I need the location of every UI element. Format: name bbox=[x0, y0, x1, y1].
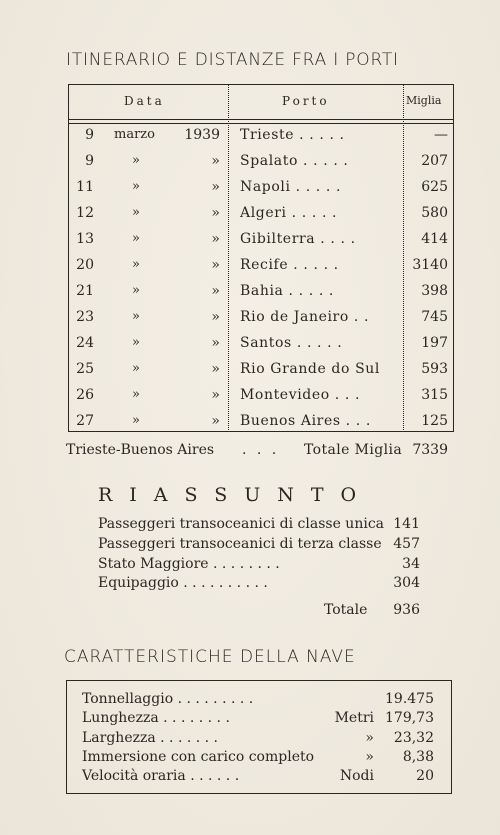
row-port: Montevideo . . . bbox=[240, 387, 361, 403]
summary-total-value: 936 bbox=[393, 602, 420, 618]
row-day: 24 bbox=[76, 335, 94, 351]
header-miglia: Miglia bbox=[406, 94, 442, 107]
header-divider bbox=[68, 119, 454, 120]
spec-row bbox=[82, 749, 434, 769]
row-year: » bbox=[211, 179, 220, 195]
spec-value: 20 bbox=[416, 768, 434, 784]
spec-unit: Nodi bbox=[339, 768, 374, 784]
row-day: 27 bbox=[76, 413, 94, 429]
summary-value: 34 bbox=[402, 556, 420, 572]
row-year: » bbox=[211, 283, 220, 299]
spec-row bbox=[82, 768, 434, 788]
spec-row bbox=[82, 730, 434, 750]
row-miles: 398 bbox=[421, 283, 448, 299]
row-month: » bbox=[132, 153, 140, 168]
summary-row bbox=[98, 575, 422, 595]
summary-value: 304 bbox=[393, 575, 420, 591]
row-day: 11 bbox=[76, 179, 94, 195]
row-port: Rio Grande do Sul bbox=[240, 361, 380, 377]
row-day: 26 bbox=[76, 387, 94, 403]
row-miles: 3140 bbox=[412, 257, 448, 273]
summary-value: 141 bbox=[393, 516, 420, 532]
row-port: Napoli . . . . . bbox=[240, 179, 342, 195]
row-day: 12 bbox=[76, 205, 94, 221]
row-month: » bbox=[132, 335, 140, 350]
table-row bbox=[68, 257, 454, 283]
row-port: Recife . . . . . bbox=[240, 257, 339, 273]
summary-row bbox=[98, 556, 422, 576]
row-year: » bbox=[211, 231, 220, 247]
table-row bbox=[68, 127, 454, 153]
spec-label: Tonnellaggio . . . . . . . . . bbox=[82, 691, 254, 707]
row-month: » bbox=[132, 179, 140, 194]
row-miles: 315 bbox=[421, 387, 448, 403]
spec-value: 19.475 bbox=[385, 691, 434, 707]
row-day: 13 bbox=[76, 231, 94, 247]
row-year: » bbox=[211, 205, 220, 221]
row-day: 9 bbox=[85, 127, 94, 143]
spec-row bbox=[82, 710, 434, 730]
ship-specs-box bbox=[66, 680, 452, 794]
summary-label: Stato Maggiore . . . . . . . . bbox=[98, 556, 280, 572]
row-miles: 197 bbox=[421, 335, 448, 351]
row-miles: 125 bbox=[421, 413, 448, 429]
summary-value: 457 bbox=[393, 536, 420, 552]
row-year: » bbox=[211, 257, 220, 273]
row-month: » bbox=[132, 309, 140, 324]
row-month: marzo bbox=[114, 127, 155, 142]
table-row bbox=[68, 335, 454, 361]
row-port: Algeri . . . . . bbox=[240, 205, 338, 221]
header-data: Data bbox=[124, 94, 165, 108]
header-divider-inner bbox=[68, 123, 454, 124]
spec-row bbox=[82, 691, 434, 711]
spec-unit: Metri bbox=[334, 710, 374, 726]
row-month: » bbox=[132, 283, 140, 298]
summary-row bbox=[98, 516, 422, 536]
row-miles: — bbox=[434, 127, 448, 143]
summary-label: Equipaggio . . . . . . . . . . bbox=[98, 575, 268, 591]
row-day: 25 bbox=[76, 361, 94, 377]
row-day: 20 bbox=[76, 257, 94, 273]
header-porto: Porto bbox=[282, 94, 330, 108]
table-row bbox=[68, 153, 454, 179]
row-year: » bbox=[211, 413, 220, 429]
spec-unit: » bbox=[365, 730, 374, 746]
summary-label: Passeggeri transoceanici di terza classe bbox=[98, 536, 382, 552]
row-port: Buenos Aires . . . bbox=[240, 413, 371, 429]
route-label: Trieste-Buenos Aires bbox=[66, 442, 215, 458]
row-miles: 745 bbox=[421, 309, 448, 325]
row-port: Santos . . . . . bbox=[240, 335, 343, 351]
table-row bbox=[68, 205, 454, 231]
riassunto-title: RIASSUNTO bbox=[98, 484, 374, 506]
spec-label: Velocità oraria . . . . . . bbox=[82, 768, 240, 784]
row-port: Trieste . . . . . bbox=[240, 127, 345, 143]
summary-total-label: Totale bbox=[324, 602, 368, 618]
spec-unit: » bbox=[365, 749, 374, 765]
spec-value: 23,32 bbox=[393, 730, 434, 746]
table-row bbox=[68, 413, 454, 439]
total-miles-value: 7339 bbox=[412, 442, 448, 458]
row-month: » bbox=[132, 205, 140, 220]
spec-value: 8,38 bbox=[402, 749, 434, 765]
row-miles: 580 bbox=[421, 205, 448, 221]
table-row bbox=[68, 179, 454, 205]
row-month: » bbox=[132, 361, 140, 376]
row-miles: 207 bbox=[421, 153, 448, 169]
row-port: Rio de Janeiro . . bbox=[240, 309, 370, 325]
row-port: Spalato . . . . . bbox=[240, 153, 349, 169]
row-year: » bbox=[211, 387, 220, 403]
itinerary-table bbox=[68, 84, 454, 432]
route-dots: . . . bbox=[242, 442, 280, 458]
total-miles-label: Totale Miglia bbox=[304, 442, 403, 458]
row-day: 23 bbox=[76, 309, 94, 325]
row-year: 1939 bbox=[184, 127, 220, 143]
table-row bbox=[68, 231, 454, 257]
table-row bbox=[68, 387, 454, 413]
spec-label: Larghezza . . . . . . . bbox=[82, 730, 219, 746]
row-port: Gibilterra . . . . bbox=[240, 231, 356, 247]
table-row bbox=[68, 361, 454, 387]
table-row bbox=[68, 309, 454, 335]
spec-label: Lunghezza . . . . . . . . bbox=[82, 710, 230, 726]
row-year: » bbox=[211, 361, 220, 377]
row-day: 21 bbox=[76, 283, 94, 299]
row-year: » bbox=[211, 153, 220, 169]
row-year: » bbox=[211, 335, 220, 351]
row-year: » bbox=[211, 309, 220, 325]
row-miles: 593 bbox=[421, 361, 448, 377]
spec-value: 179,73 bbox=[385, 710, 434, 726]
row-month: » bbox=[132, 231, 140, 246]
caratteristiche-title: CARATTERISTICHE DELLA NAVE bbox=[64, 647, 356, 667]
itinerary-title: ITINERARIO E DISTANZE FRA I PORTI bbox=[66, 50, 399, 70]
row-port: Bahia . . . . . bbox=[240, 283, 334, 299]
row-month: » bbox=[132, 257, 140, 272]
row-miles: 625 bbox=[421, 179, 448, 195]
row-day: 9 bbox=[85, 153, 94, 169]
row-month: » bbox=[132, 387, 140, 402]
row-month: » bbox=[132, 413, 140, 428]
spec-label: Immersione con carico completo bbox=[82, 749, 315, 765]
table-row bbox=[68, 283, 454, 309]
summary-row bbox=[98, 536, 422, 556]
row-miles: 414 bbox=[421, 231, 448, 247]
summary-label: Passeggeri transoceanici di classe unica bbox=[98, 516, 385, 532]
